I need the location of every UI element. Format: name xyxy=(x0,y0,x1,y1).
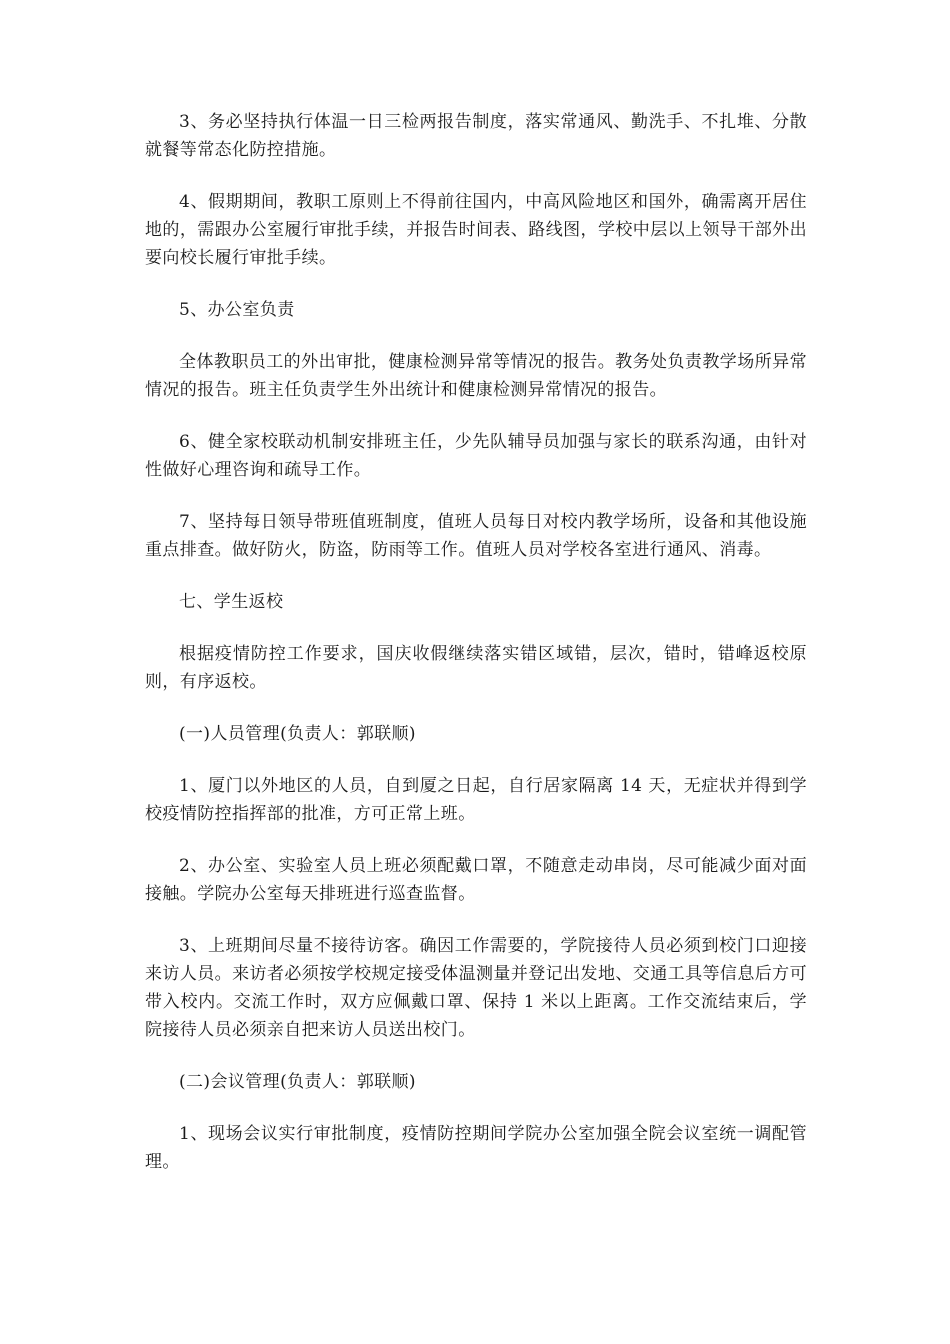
subsection-heading-meetings: (二)会议管理(负责人：郭联顺) xyxy=(179,1072,416,1092)
subsection-heading-personnel: (一)人员管理(负责人：郭联顺) xyxy=(179,724,416,744)
paragraph-item-5-heading: 5、办公室负责 xyxy=(179,300,295,320)
paragraph-return-principle: 根据疫情防控工作要求，国庆收假继续落实错区域错，层次，错时，错峰返校原则，有序返校。 xyxy=(145,644,807,692)
document-body xyxy=(145,108,807,1200)
section-heading-student-return: 七、学生返校 xyxy=(179,592,284,612)
paragraph-personnel-3: 3、上班期间尽量不接待访客。确因工作需要的，学院接待人员必须到校门口迎接来访人员。来访者必须按学校规定接受体温测量并登记出发地、交通工具等信息后方可带入校内。交流工作时，双方应佩戴口罩、保持 1 米以上距离。工作交流结束后，学院接待人员必须亲自把来访人员送出校门。 xyxy=(145,936,807,1040)
paragraph-item-4: 4、假期期间，教职工原则上不得前往国内，中高风险地区和国外，确需离开居住地的，需跟办公室履行审批手续，并报告时间表、路线图，学校中层以上领导干部外出要向校长履行审批手续。 xyxy=(145,192,807,268)
paragraph-item-6: 6、健全家校联动机制安排班主任，少先队辅导员加强与家长的联系沟通，由针对性做好心理咨询和疏导工作。 xyxy=(145,432,807,480)
paragraph-item-3: 3、务必坚持执行体温一日三检两报告制度，落实常通风、勤洗手、不扎堆、分散就餐等常态化防控措施。 xyxy=(145,112,807,160)
paragraph-personnel-2: 2、办公室、实验室人员上班必须配戴口罩，不随意走动串岗，尽可能减少面对面接触。学院办公室每天排班进行巡查监督。 xyxy=(145,856,807,904)
paragraph-personnel-1: 1、厦门以外地区的人员，自到厦之日起，自行居家隔离 14 天，无症状并得到学校疫情防控指挥部的批准，方可正常上班。 xyxy=(145,776,807,824)
paragraph-item-7: 7、坚持每日领导带班值班制度，值班人员每日对校内教学场所，设备和其他设施重点排查。做好防火，防盗，防雨等工作。值班人员对学校各室进行通风、消毒。 xyxy=(145,512,807,560)
paragraph-meetings-1: 1、现场会议实行审批制度，疫情防控期间学院办公室加强全院会议室统一调配管理。 xyxy=(145,1124,807,1172)
paragraph-office-responsibilities: 全体教职员工的外出审批，健康检测异常等情况的报告。教务处负责教学场所异常情况的报告。班主任负责学生外出统计和健康检测异常情况的报告。 xyxy=(145,352,807,400)
